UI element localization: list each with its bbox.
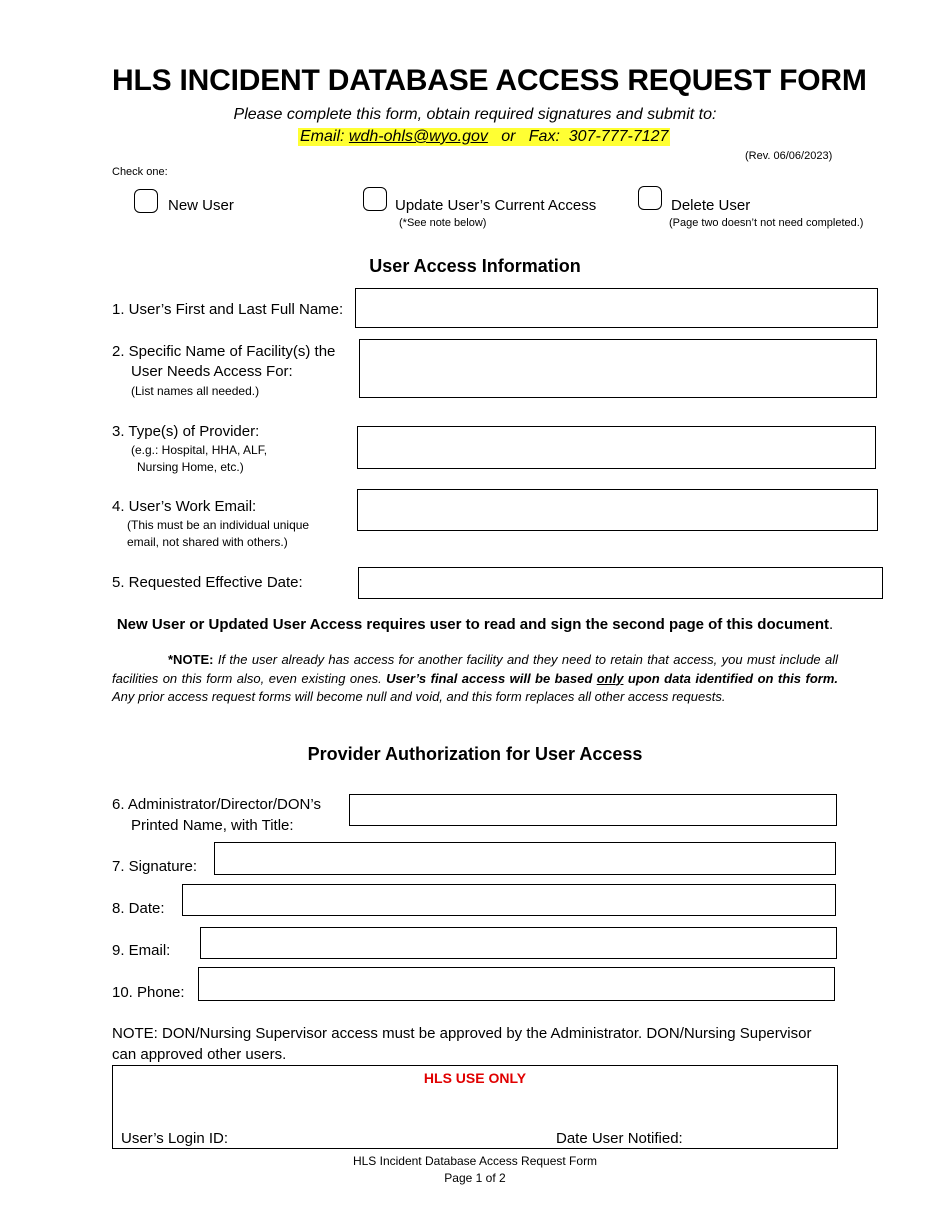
new-user-checkbox[interactable] (134, 189, 158, 213)
date-notified-label: Date User Notified: (556, 1130, 683, 1147)
page-number: Page 1 of 2 (444, 1171, 506, 1185)
hls-use-only-title: HLS USE ONLY (423, 1070, 527, 1086)
work-email-field[interactable] (357, 489, 878, 531)
phone-field[interactable] (198, 967, 835, 1001)
facility-label: 2. Specific Name of Facility(s) the (112, 343, 336, 360)
user-access-heading: User Access Information (369, 256, 581, 276)
provider-type-sublabel: (e.g.: Hospital, HHA, ALF, (131, 443, 268, 457)
form-title: HLS INCIDENT DATABASE ACCESS REQUEST FORM (112, 64, 867, 97)
effective-date-label: 5. Requested Effective Date: (112, 574, 303, 591)
admin-name-field[interactable] (349, 794, 837, 826)
update-access-checkbox[interactable] (363, 187, 387, 211)
email-link[interactable]: wdh-ohls@wyo.gov (348, 128, 488, 145)
update-access-label: Update User’s Current Access (395, 197, 597, 214)
signature-field[interactable] (214, 842, 836, 875)
facility-field[interactable] (359, 339, 877, 398)
new-user-label: New User (168, 197, 234, 214)
delete-user-checkbox[interactable] (638, 186, 662, 210)
provider-type-label: 3. Type(s) of Provider: (112, 423, 260, 440)
login-id-label: User’s Login ID: (121, 1130, 228, 1147)
work-email-label: 4. User’s Work Email: (112, 498, 257, 515)
full-name-field[interactable] (355, 288, 878, 328)
supervisor-note: NOTE: DON/Nursing Supervisor access must be approved by the Administrator. DON/Nursing Supervisor can approved other users. (112, 1025, 812, 1063)
check-one-label: Check one: (112, 166, 168, 178)
footer-title: HLS Incident Database Access Request Form (352, 1154, 598, 1168)
signature-label: 7. Signature: (112, 858, 198, 875)
work-email-sublabel: (This must be an individual unique (127, 518, 310, 532)
delete-user-note: (Page two doesn’t not need completed.) (669, 217, 864, 229)
auth-email-field[interactable] (200, 927, 837, 959)
work-email-sublabel-line2: email, not shared with others.) (127, 535, 288, 549)
facility-sublabel: (List names all needed.) (131, 384, 260, 398)
provider-type-field[interactable] (357, 426, 876, 469)
auth-email-label: 9. Email: (112, 942, 171, 959)
admin-name-label: 6. Administrator/Director/DON’s (112, 796, 321, 813)
effective-date-field[interactable] (358, 567, 883, 599)
revision-date: (Rev. 06/06/2023) (745, 150, 833, 162)
provider-type-sublabel-line2: Nursing Home, etc.) (137, 460, 244, 474)
submission-instructions: Please complete this form, obtain required signatures and submit to: (233, 106, 717, 123)
access-note: *NOTE: If the user already has access for another facility and they need to retain that access, you must include all facilities on this form also, even existing ones. User’s final access will be based only upon data identified on this form. Any prior access request forms will become null and void, and this form replaces all other access requests. (112, 652, 838, 704)
provider-auth-heading: Provider Authorization for User Access (307, 744, 643, 764)
contact-info (298, 128, 670, 146)
phone-label: 10. Phone: (112, 984, 185, 1001)
hls-use-only-box (112, 1065, 838, 1149)
auth-date-label: 8. Date: (112, 900, 165, 917)
facility-label-line2: User Needs Access For: (131, 363, 293, 380)
second-page-requirement: New User or Updated User Access requires user to read and sign the second page of this document. (116, 616, 834, 633)
full-name-label: 1. User’s First and Last Full Name: (112, 301, 344, 318)
delete-user-label: Delete User (671, 197, 751, 214)
update-access-note: (*See note below) (399, 217, 487, 229)
email-label: Email: (300, 128, 349, 145)
auth-date-field[interactable] (182, 884, 836, 916)
admin-name-label-line2: Printed Name, with Title: (131, 817, 294, 834)
fax-info: or Fax: 307-777-7127 (487, 128, 669, 145)
